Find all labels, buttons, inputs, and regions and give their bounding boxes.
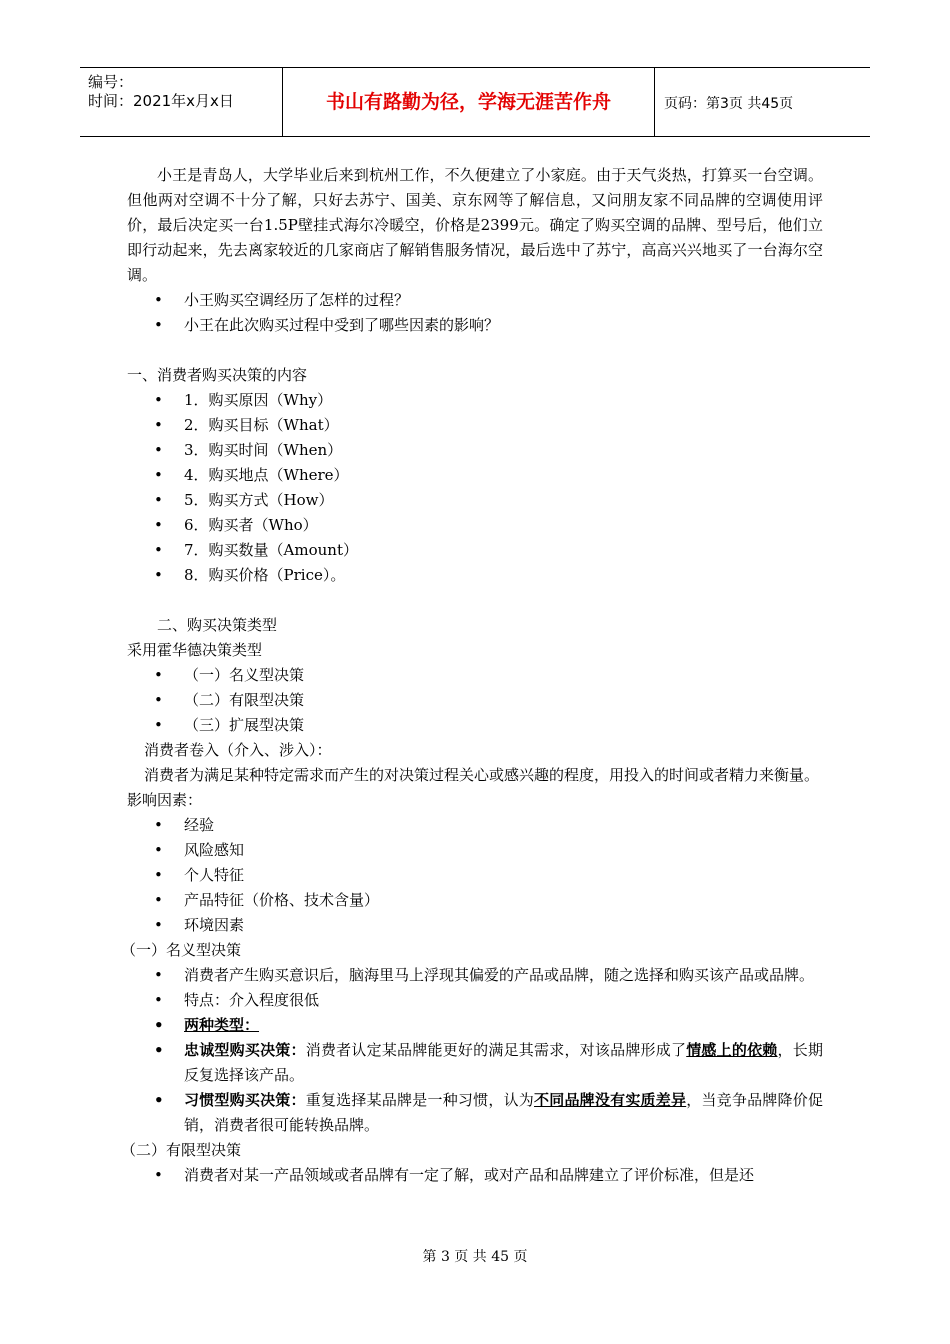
- list-item: [127, 663, 823, 688]
- bullet-icon: •: [154, 841, 163, 859]
- list-item: [127, 313, 823, 338]
- bullet-icon: •: [154, 866, 163, 884]
- two-types-heading: 两种类型：: [184, 1016, 260, 1034]
- involvement-definition: 消费者为满足某种特定需求而产生的对决策过程关心或感兴趣的程度，用投入的时间或者精力来衡量。: [144, 766, 820, 784]
- habit-label: 习惯型购买决策：: [184, 1091, 306, 1109]
- limited-title: （二）有限型决策: [121, 1141, 242, 1159]
- bullet-icon: •: [154, 666, 163, 684]
- loyal-tail: ，长期反复选择该产品。: [184, 1041, 823, 1084]
- bullet-icon: •: [154, 566, 163, 584]
- section1-item: 4．购买地点（Where）: [184, 466, 349, 484]
- bullet-icon: •: [154, 516, 163, 534]
- list-item: [127, 1163, 823, 1188]
- list-item: [127, 863, 823, 888]
- bullet-icon: •: [154, 916, 163, 934]
- list-item: [127, 413, 823, 438]
- header-meta-cell: [80, 68, 283, 136]
- list-item: [127, 288, 823, 313]
- habit-tail: ，当竞争品牌降价促销，消费者很可能转换品牌。: [184, 1091, 823, 1134]
- list-item: [127, 913, 823, 938]
- loyal-text: 消费者认定某品牌能更好的满足其需求，对该品牌形成了: [305, 1041, 687, 1059]
- bullet-icon: •: [154, 691, 163, 709]
- factor-item: 产品特征（价格、技术含量）: [184, 891, 380, 909]
- habit-text: 重复选择某品牌是一种习惯，认为: [305, 1091, 535, 1109]
- bullet-icon: •: [154, 716, 163, 734]
- factor-item: 环境因素: [184, 916, 245, 934]
- header-page-info: 页码：第3页 共45页: [664, 96, 794, 112]
- factor-item: 经验: [184, 816, 215, 834]
- intro-paragraph: 小王是青岛人，大学毕业后来到杭州工作，不久便建立了小家庭。由于天气炎热，打算买一台空调。但他两对空调不十分了解，只好去苏宁、国美、京东网等了解信息，又问朋友家不同品牌的空调使用评价，最后决定买一台1.5P壁挂式海尔冷暖空，价格是2399元。确定了购买空调的品牌、型号后，他们立即行动起来，先去离家较近的几家商店了解销售服务情况，最后选中了苏宁，高高兴兴地买了一台海尔空调。: [127, 166, 823, 284]
- section1-item: 7．购买数量（Amount）: [184, 541, 358, 559]
- list-item: [127, 513, 823, 538]
- list-item: [127, 488, 823, 513]
- bullet-icon: •: [154, 466, 163, 484]
- code-label: 编号：: [88, 73, 134, 91]
- bullet-icon: •: [154, 1041, 164, 1059]
- question-text: 小王在此次购买过程中受到了哪些因素的影响？: [184, 316, 500, 334]
- list-item: [127, 538, 823, 563]
- section1-item: 2．购买目标（What）: [184, 416, 339, 434]
- bullet-icon: •: [154, 1091, 164, 1109]
- decision-type: （二）有限型决策: [184, 691, 305, 709]
- section1-title: 一、消费者购买决策的内容: [127, 366, 308, 384]
- list-item: [127, 813, 823, 838]
- bullet-icon: •: [154, 391, 163, 409]
- bullet-icon: •: [154, 491, 163, 509]
- question-text: 小王购买空调经历了怎样的过程？: [184, 291, 410, 309]
- habit-emphasis: 不同品牌没有实质差异: [534, 1091, 687, 1109]
- list-item: [127, 1038, 823, 1088]
- bullet-icon: •: [154, 1166, 163, 1184]
- bullet-icon: •: [154, 816, 163, 834]
- section1-item: 3．购买时间（When）: [184, 441, 343, 459]
- list-item: [127, 388, 823, 413]
- section2-title: 二、购买决策类型: [157, 616, 278, 634]
- page-header: [80, 67, 870, 137]
- list-item: [127, 838, 823, 863]
- list-item: [127, 963, 823, 988]
- bullet-icon: •: [154, 891, 163, 909]
- decision-type: （三）扩展型决策: [184, 716, 305, 734]
- decision-type: （一）名义型决策: [184, 666, 305, 684]
- factor-item: 风险感知: [184, 841, 245, 859]
- list-item: [127, 988, 823, 1013]
- bullet-icon: •: [154, 416, 163, 434]
- loyal-emphasis: 情感上的依赖: [686, 1041, 778, 1059]
- list-item: [127, 463, 823, 488]
- list-item: [127, 688, 823, 713]
- section2-subtitle: 采用霍华德决策类型: [127, 641, 263, 659]
- section1-item: 5．购买方式（How）: [184, 491, 334, 509]
- nominal-feature: 特点：介入程度很低: [184, 991, 320, 1009]
- bullet-icon: •: [154, 966, 163, 984]
- nominal-description: 消费者产生购买意识后，脑海里马上浮现其偏爱的产品或品牌，随之选择和购买该产品或品牌。: [184, 966, 815, 984]
- section1-item: 1．购买原因（Why）: [184, 391, 333, 409]
- section1-item: 8．购买价格（Price）。: [184, 566, 346, 584]
- involvement-title: 消费者卷入（介入、涉入）：: [144, 741, 332, 759]
- list-item: [127, 713, 823, 738]
- list-item: [127, 888, 823, 913]
- list-item: [127, 563, 823, 588]
- section1-item: 6．购买者（Who）: [184, 516, 318, 534]
- bullet-icon: •: [154, 1016, 164, 1034]
- document-body: [121, 163, 823, 1188]
- bullet-icon: •: [154, 316, 163, 334]
- bullet-icon: •: [154, 991, 163, 1009]
- loyal-label: 忠诚型购买决策：: [184, 1041, 306, 1059]
- list-item: [127, 438, 823, 463]
- nominal-title: （一）名义型决策: [121, 941, 242, 959]
- factor-item: 个人特征: [184, 866, 245, 884]
- factors-title: 影响因素：: [127, 791, 203, 809]
- page-footer: 第 3 页 共 45 页: [422, 1249, 528, 1265]
- list-item: [127, 1088, 823, 1138]
- list-item: [127, 1013, 823, 1038]
- header-motto: 书山有路勤为径，学海无涯苦作舟: [283, 68, 655, 136]
- bullet-icon: •: [154, 291, 163, 309]
- bullet-icon: •: [154, 441, 163, 459]
- bullet-icon: •: [154, 541, 163, 559]
- date-label: 时间：2021年x月x日: [88, 92, 234, 110]
- limited-description: 消费者对某一产品领域或者品牌有一定了解，或对产品和品牌建立了评价标准，但是还: [184, 1166, 755, 1184]
